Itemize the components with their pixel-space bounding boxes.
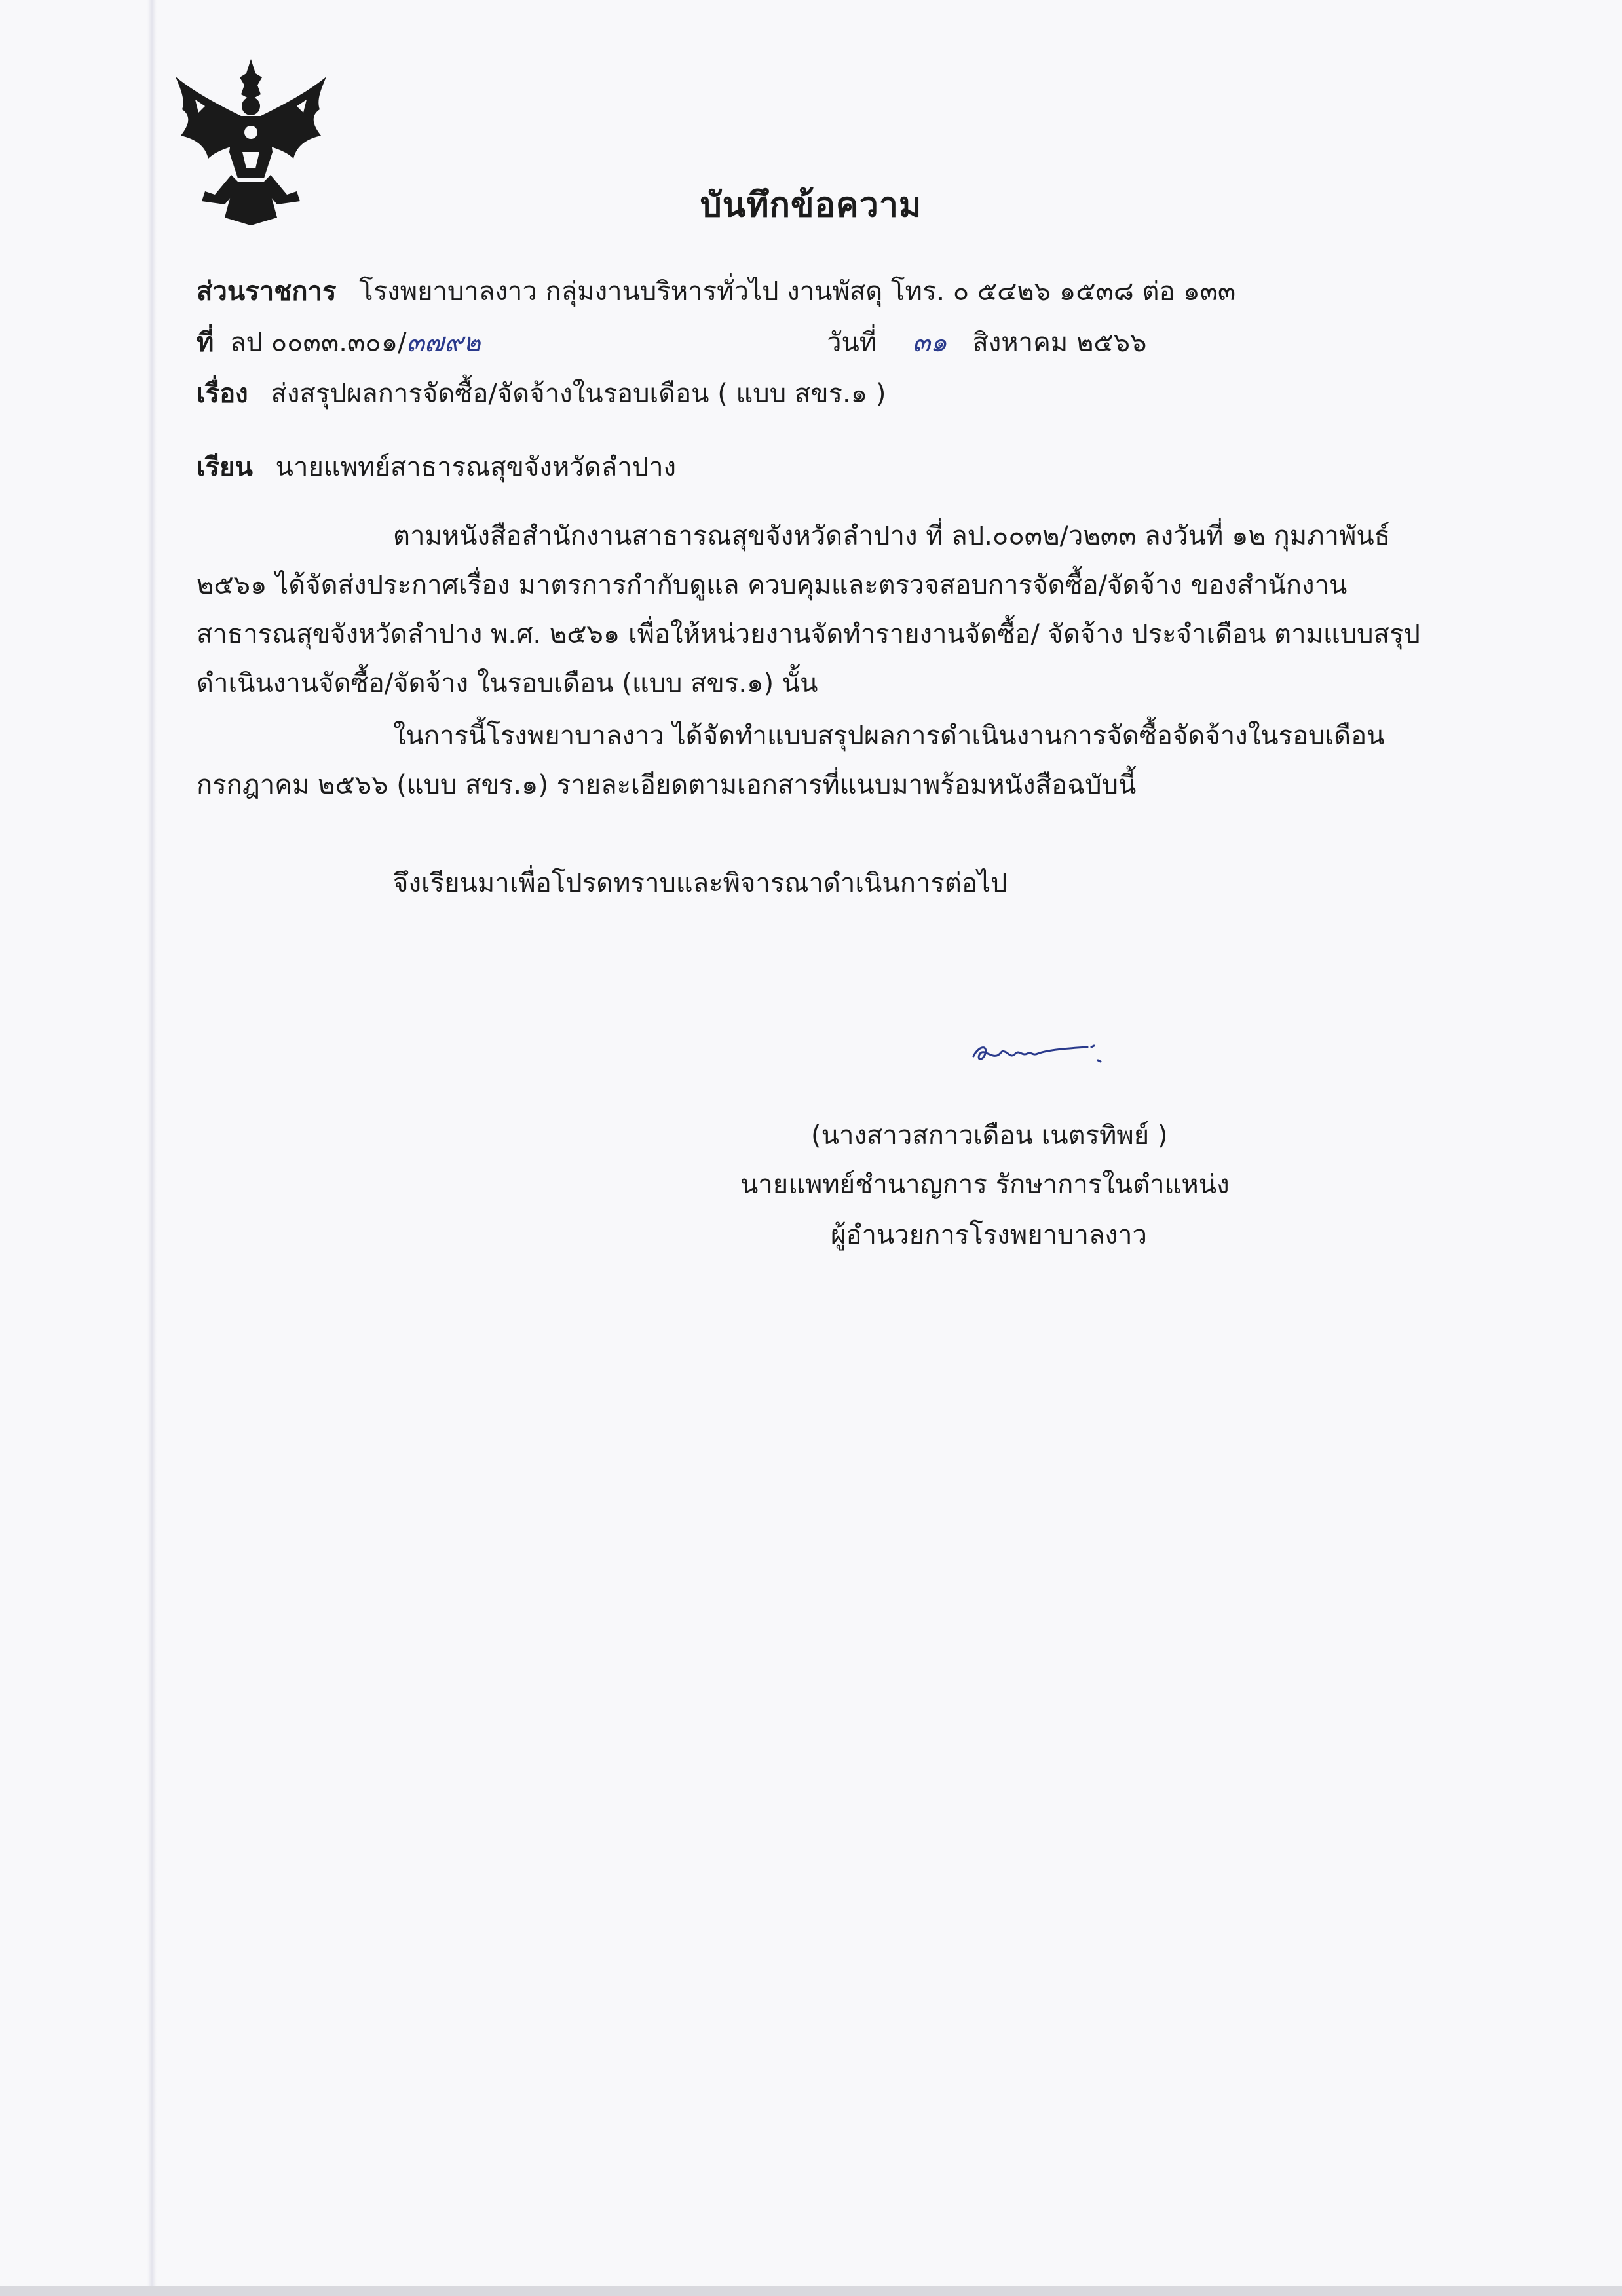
reference-row [197,321,481,363]
date-month-year: สิงหาคม ๒๕๖๖ [972,328,1147,358]
agency-label: ส่วนราชการ [197,277,337,307]
subject-row [197,372,886,414]
paragraph-1-line-1: ตามหนังสือสำนักงานสาธารณสุขจังหวัดลำปาง ที่ ลป.๐๐๓๒/ว๒๓๓ ลงวันที่ ๑๒ กุมภาพันธ์ [393,521,1391,551]
agency-value: โรงพยาบาลงาว กลุ่มงานบริหารทั่วไป งานพัสดุ โทร. ๐ ๕๔๒๖ ๑๕๓๘ ต่อ ๑๓๓ [359,277,1236,307]
handwritten-signature-icon [970,1034,1107,1073]
paragraph-1-line-2: ๒๕๖๑ ได้จัดส่งประกาศเรื่อง มาตรการกำกับดูแล ควบคุมและตรวจสอบการจัดซื้อ/จัดจ้าง ของสำนักงาน [197,570,1348,600]
scan-bottom-edge [0,2286,1622,2296]
signer-name: (นางสาวสกาวเดือน เนตรทิพย์ ) [811,1120,1168,1151]
to-value: นายแพทย์สาธารณสุขจังหวัดลำปาง [275,452,677,482]
paragraph-2-line-2: กรกฎาคม ๒๕๖๖ (แบบ สขร.๑) รายละเอียดตามเอกสารที่แนบมาพร้อมหนังสือฉบับนี้ [197,770,1137,800]
ref-handwritten-number: ๓๗๙๒ [406,328,481,358]
subject-label: เรื่อง [197,379,248,409]
subject-value: ส่งสรุปผลการจัดซื้อ/จัดจ้างในรอบเดือน ( แบบ สขร.๑ ) [271,379,886,409]
date-day-handwritten: ๓๑ [912,328,947,358]
closing-line: จึงเรียนมาเพื่อโปรดทราบและพิจารณาดำเนินการต่อไป [393,868,1008,898]
to-row [197,446,676,488]
ref-value: ลป ๐๐๓๓.๓๐๑/ [230,328,407,358]
signer-position-1: นายแพทย์ชำนาญการ รักษาการในตำแหน่ง [740,1170,1230,1200]
ref-label: ที่ [197,328,214,358]
date-row [827,321,1146,363]
agency-row [197,270,1235,312]
paragraph-1-line-3: สาธารณสุขจังหวัดลำปาง พ.ศ. ๒๕๖๑ เพื่อให้หน่วยงานจัดทำรายงานจัดซื้อ/ จัดจ้าง ประจำเดือน ตามแบบสรุป [197,619,1420,649]
signer-position-2: ผู้อำนวยการโรงพยาบาลงาว [831,1220,1147,1250]
paragraph-2-line-1: ในการนี้โรงพยาบาลงาว ได้จัดทำแบบสรุปผลการดำเนินงานการจัดซื้อจัดจ้างในรอบเดือน [393,721,1385,751]
paragraph-1-line-4: ดำเนินงานจัดซื้อ/จัดจ้าง ในรอบเดือน (แบบ สขร.๑) นั้น [197,668,818,698]
document-title: บันทึกข้อความ [700,185,922,225]
date-label: วันที่ [827,328,877,358]
scan-shadow [147,0,157,2296]
to-label: เรียน [197,452,253,482]
